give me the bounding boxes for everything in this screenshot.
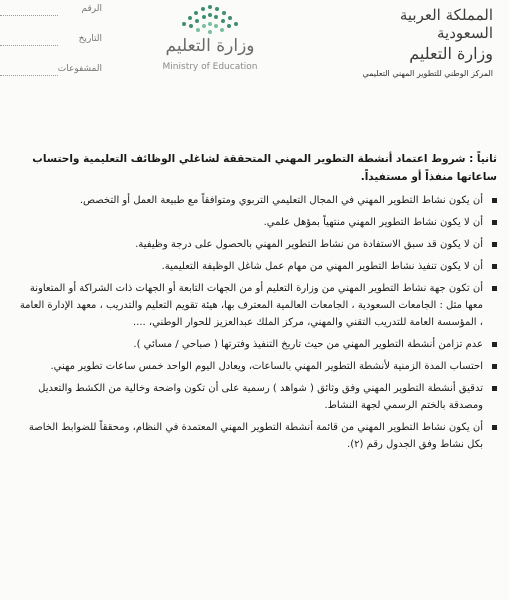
- ministry-name: وزارة التعليم: [409, 44, 493, 63]
- bullet-icon: [492, 198, 497, 203]
- logo-english-text: Ministry of Education: [162, 62, 258, 72]
- list-item: [15, 214, 497, 231]
- list-item: [15, 419, 497, 453]
- number-field: [0, 4, 110, 18]
- bullet-icon: [492, 425, 497, 430]
- list-item: [15, 358, 497, 375]
- bullet-icon: [492, 286, 497, 291]
- list-item-text: أن تكون جهة نشاط التطوير المهني من وزارة التعليم أو من الجهات التابعة أو الجهات ذات الشراكة أو المتعاونة معها مثل : الجامعات السعودية ، الجامعات العالمية المعترف بها، هيئة تقويم التعليم والتدريب ، معهد الإدارة العامة ، المؤسسة العامة للتدريب التقني والمهني، مركز الملك عبدالعزيز للحوار الوطني، ....: [19, 283, 483, 328]
- list-item-text: أن لا يكون قد سبق الاستفادة من نشاط التطوير المهني بالحصول على درجة وظيفية.: [135, 239, 483, 250]
- date-line: [0, 45, 58, 46]
- list-item: [15, 280, 497, 331]
- kingdom-name: المملكة العربية السعودية: [399, 6, 493, 42]
- number-line: [0, 15, 58, 16]
- list-item: [15, 192, 497, 209]
- list-item-text: أن يكون نشاط التطوير المهني في المجال التعليمي التربوي ومتوافقاً مع طبيعة العمل أو التخصص.: [79, 195, 483, 206]
- bullet-icon: [492, 386, 497, 391]
- conditions-list: [15, 192, 497, 453]
- letterhead: [0, 0, 509, 80]
- date-label: التاريخ: [78, 34, 102, 44]
- bullet-icon: [492, 220, 497, 225]
- bullet-icon: [492, 242, 497, 247]
- bullet-icon: [492, 342, 497, 347]
- list-item-text: أن لا يكون تنفيذ نشاط التطوير المهني من مهام عمل شاغل الوظيفة التعليمية.: [161, 261, 483, 272]
- list-item-text: احتساب المدة الزمنية لأنشطة التطوير المهني بالساعات، ويعادل اليوم الواحد خمس ساعات تطوير مهني.: [50, 361, 483, 372]
- list-item: [15, 236, 497, 253]
- attachments-label: المشفوعات: [57, 64, 102, 74]
- list-item: [15, 336, 497, 353]
- attachments-field: [0, 64, 110, 78]
- logo-arabic-text: وزارة التعليم: [165, 36, 255, 56]
- list-item-text: تدقيق أنشطة التطوير المهني وفق وثائق ( شواهد ) رسمية على أن تكون واضحة وخالية من الكشط والتعديل ومصدقة بالختم الرسمي لجهة النشاط.: [38, 383, 483, 411]
- letterhead-right-block: [343, 6, 493, 80]
- list-item-text: عدم تزامن أنشطة التطوير المهني من حيث تاريخ التنفيذ وفترتها ( صباحي / مسائي ).: [133, 339, 483, 350]
- bullet-icon: [492, 264, 497, 269]
- attachments-line: [0, 75, 58, 76]
- section-title: ثانياً : شروط اعتماد أنشطة التطوير المهني المتحققة لشاغلي الوظائف التعليمية واحتساب ساعاتها منفذاً أو مستفيداً.: [32, 153, 497, 183]
- ministry-logo: [150, 2, 270, 82]
- logo-dots-icon: [178, 2, 242, 36]
- center-name: المركز الوطني للتطوير المهني التعليمي: [362, 69, 493, 78]
- list-item: [15, 380, 497, 414]
- date-field: [0, 34, 110, 48]
- bullet-icon: [492, 364, 497, 369]
- list-item: [15, 258, 497, 275]
- list-item-text: أن يكون نشاط التطوير المهني من قائمة أنشطة التطوير المهني المعتمدة في النظام، ومحققاً للضوابط الخاصة بكل نشاط وفق الجدول رقم (٢).: [28, 422, 483, 450]
- number-label: الرقم: [81, 4, 102, 14]
- list-item-text: أن لا يكون نشاط التطوير المهني منتهياً بمؤهل علمي.: [263, 217, 483, 228]
- document-body: [15, 150, 497, 458]
